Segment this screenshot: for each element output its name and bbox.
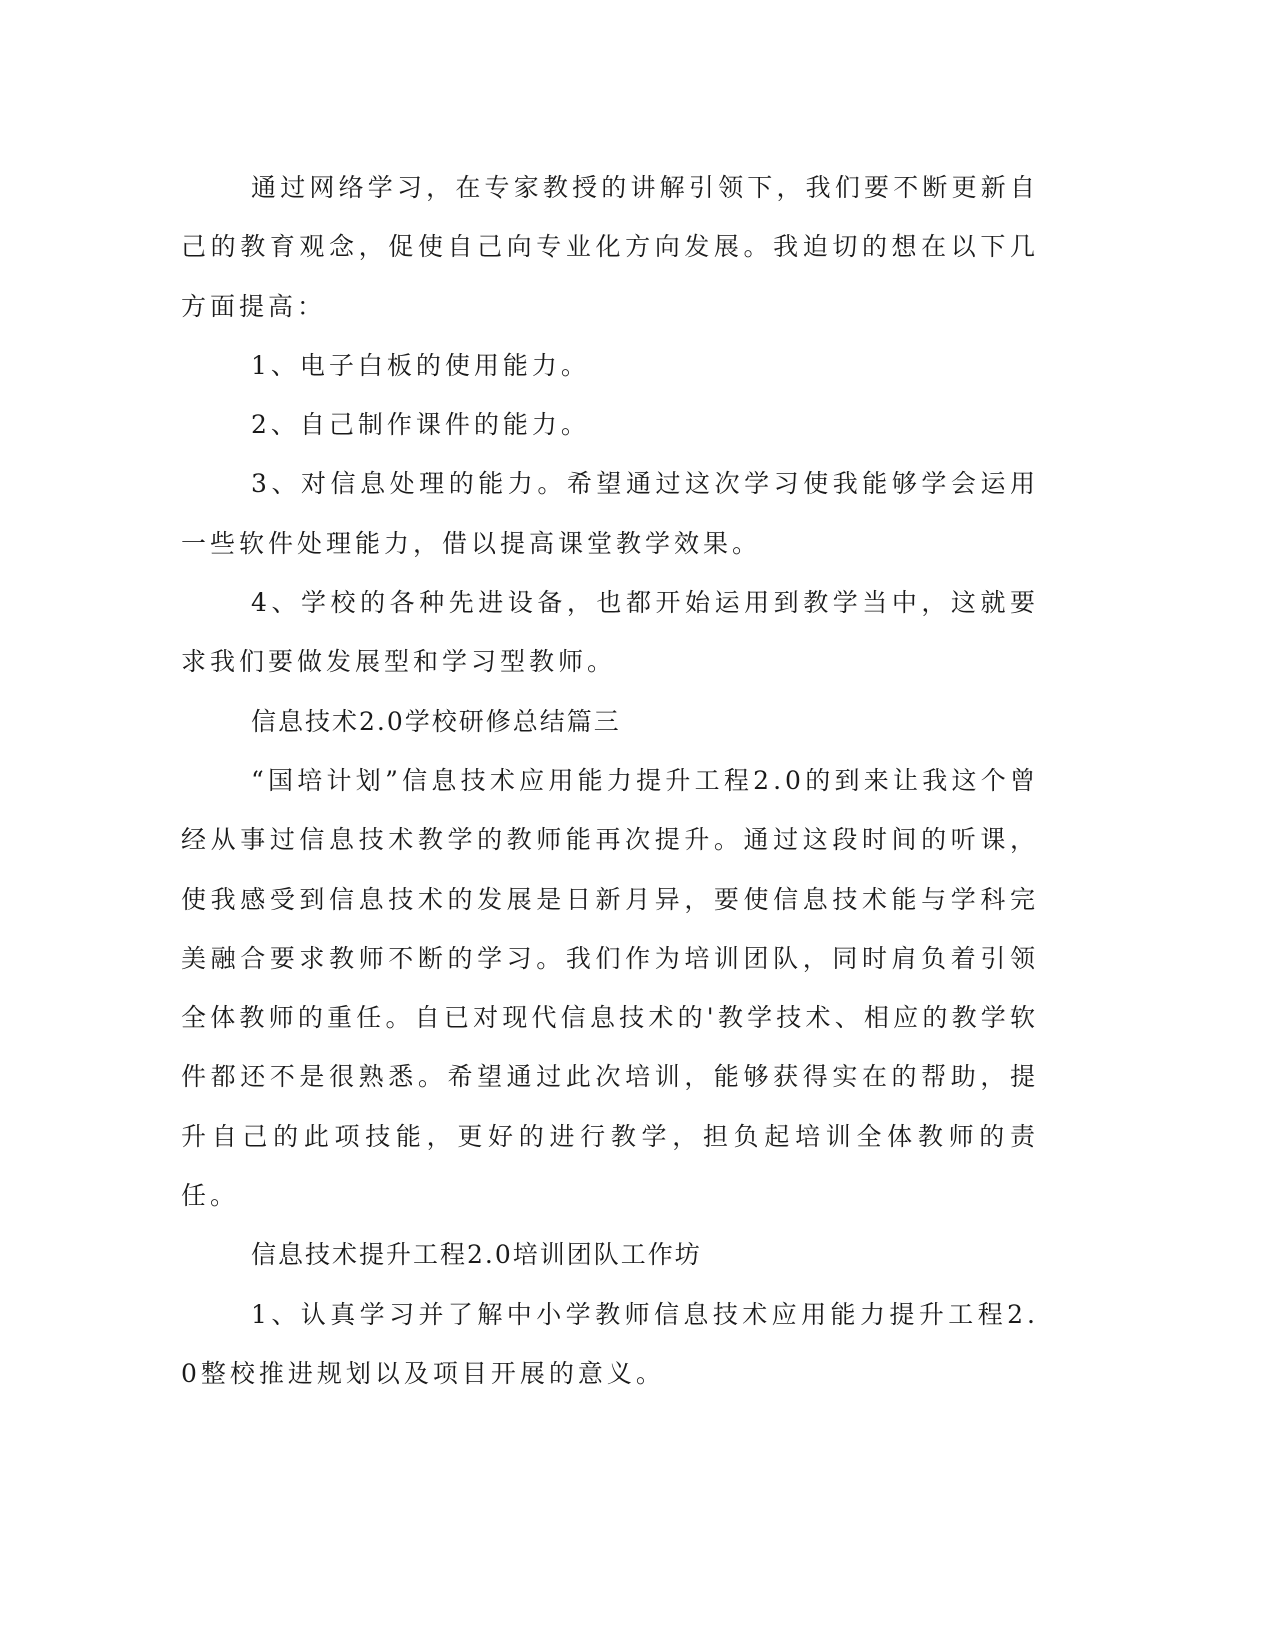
section-heading-workshop: 信息技术提升工程2.0培训团队工作坊 <box>251 1240 702 1270</box>
list-item-1: 1、电子白板的使用能力。 <box>251 350 590 380</box>
document-body <box>181 158 1039 1403</box>
list-item-2: 2、自己制作课件的能力。 <box>251 410 590 440</box>
section-heading-3: 信息技术2.0学校研修总结篇三 <box>251 706 621 736</box>
paragraph-intro: 通过网络学习，在专家教授的讲解引领下，我们要不断更新自己的教育观念，促使自己向专业化方向发展。我迫切的想在以下几方面提高： <box>181 173 1039 321</box>
paragraph-guopei: “国培计划”信息技术应用能力提升工程2.0的到来让我这个曾经从事过信息技术教学的教师能再次提升。通过这段时间的听课，使我感受到信息技术的发展是日新月异，要使信息技术能与学科完美融合要求教师不断的学习。我们作为培训团队，同时肩负着引领全体教师的重任。自已对现代信息技术的'教学技术、相应的教学软件都还不是很熟悉。希望通过此次培训，能够获得实在的帮助，提升自己的此项技能，更好的进行教学，担负起培训全体教师的责任。 <box>181 765 1039 1211</box>
list-item-3: 3、对信息处理的能力。希望通过这次学习使我能够学会运用一些软件处理能力，借以提高课堂教学效果。 <box>181 469 1039 558</box>
workshop-item-1: 1、认真学习并了解中小学教师信息技术应用能力提升工程2.0整校推进规划以及项目开展的意义。 <box>181 1299 1039 1388</box>
list-item-4: 4、学校的各种先进设备，也都开始运用到教学当中，这就要求我们要做发展型和学习型教师。 <box>181 588 1039 677</box>
